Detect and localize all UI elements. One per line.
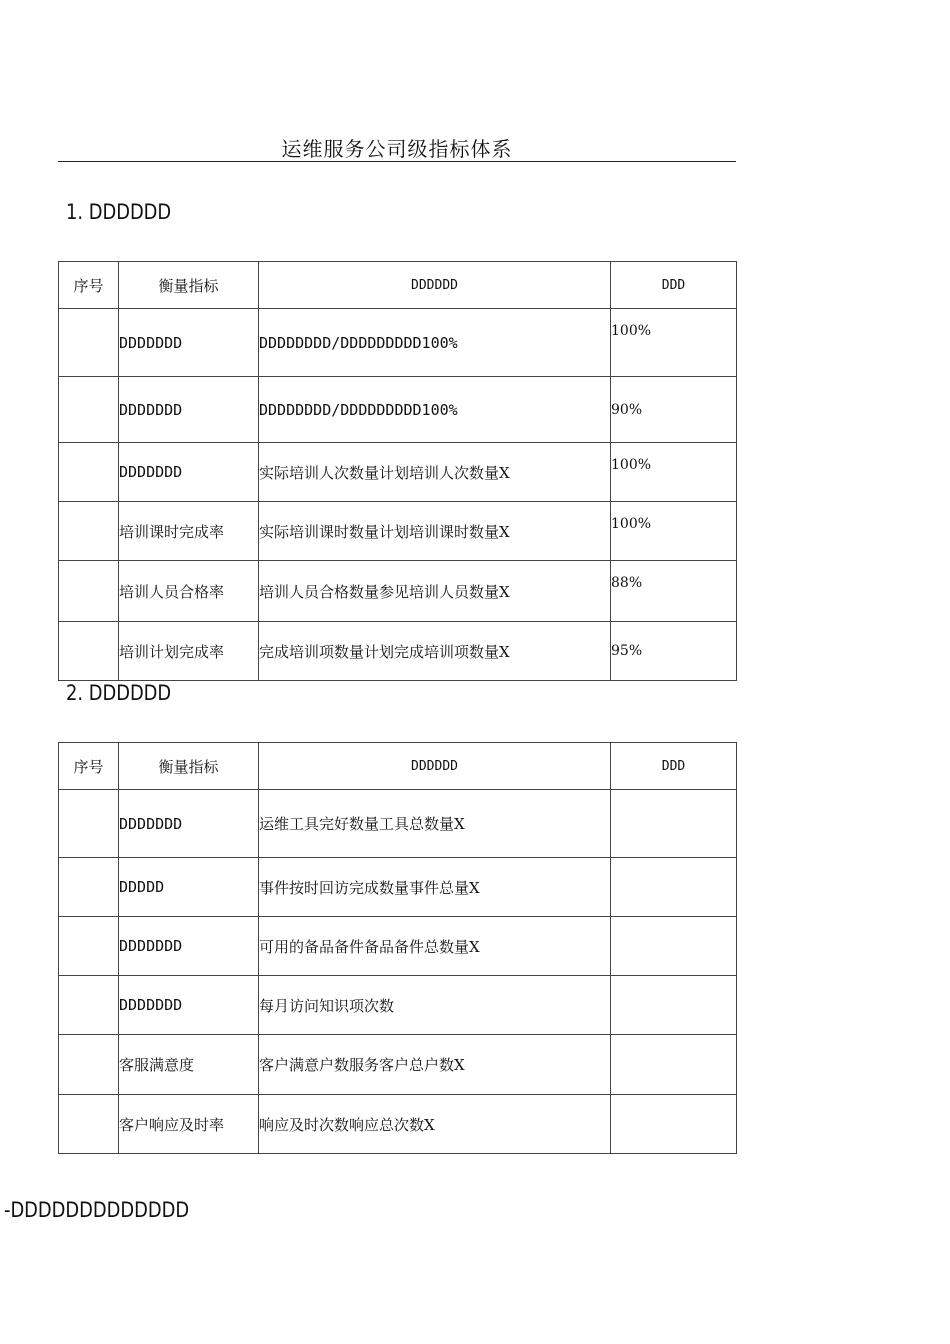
formula-cell: 完成培训项数量计划完成培训项数量X (259, 622, 611, 681)
target-cell (611, 1035, 737, 1095)
target-cell: 100% (611, 502, 737, 561)
table-header-row (59, 262, 737, 309)
formula-cell: DDDDDDDD/DDDDDDDDD100% (259, 377, 611, 443)
formula-cell: 运维工具完好数量工具总数量X (259, 790, 611, 858)
row-index-cell (59, 976, 119, 1035)
header-target: DDD (611, 262, 737, 309)
metric-name-cell: 培训人员合格率 (119, 561, 259, 622)
metric-name-cell: 客服满意度 (119, 1035, 259, 1095)
header-target: DDD (611, 743, 737, 790)
header-formula: DDDDDD (259, 262, 611, 309)
row-index-cell (59, 502, 119, 561)
table-row (59, 976, 737, 1035)
target-cell (611, 1095, 737, 1154)
metric-name-cell: DDDDD (119, 858, 259, 917)
header-metric: 衡量指标 (119, 262, 259, 309)
table-row (59, 1095, 737, 1154)
target-cell: 100% (611, 309, 737, 377)
table-row (59, 309, 737, 377)
row-index-cell (59, 561, 119, 622)
formula-cell: 客户满意户数服务客户总户数X (259, 1035, 611, 1095)
metrics-table-2 (58, 742, 737, 1154)
target-cell: 95% (611, 622, 737, 681)
header-formula: DDDDDD (259, 743, 611, 790)
row-index-cell (59, 917, 119, 976)
formula-cell: 每月访问知识项次数 (259, 976, 611, 1035)
row-index-cell (59, 1035, 119, 1095)
row-index-cell (59, 377, 119, 443)
table-row (59, 917, 737, 976)
metric-name-cell: DDDDDDD (119, 917, 259, 976)
section-heading-1: 1. DDDDDD (66, 200, 172, 224)
formula-cell: 实际培训课时数量计划培训课时数量X (259, 502, 611, 561)
metric-name-cell: 培训课时完成率 (119, 502, 259, 561)
metric-name-cell: DDDDDDD (119, 377, 259, 443)
metric-name-cell: 培训计划完成率 (119, 622, 259, 681)
row-index-cell (59, 622, 119, 681)
table-row (59, 377, 737, 443)
document-title: 运维服务公司级指标体系 (58, 136, 736, 162)
table-row (59, 622, 737, 681)
metric-name-cell: 客户响应及时率 (119, 1095, 259, 1154)
target-cell (611, 790, 737, 858)
target-cell: 90% (611, 377, 737, 443)
formula-cell: 实际培训人次数量计划培训人次数量X (259, 443, 611, 502)
table-row (59, 561, 737, 622)
row-index-cell (59, 790, 119, 858)
metric-name-cell: DDDDDDD (119, 976, 259, 1035)
table-row (59, 443, 737, 502)
formula-cell: 事件按时回访完成数量事件总量X (259, 858, 611, 917)
metric-name-cell: DDDDDDD (119, 443, 259, 502)
header-index: 序号 (59, 743, 119, 790)
metric-name-cell: DDDDDDD (119, 309, 259, 377)
row-index-cell (59, 1095, 119, 1154)
target-cell: 100% (611, 443, 737, 502)
target-cell (611, 976, 737, 1035)
formula-cell: 培训人员合格数量参见培训人员数量X (259, 561, 611, 622)
header-metric: 衡量指标 (119, 743, 259, 790)
target-cell: 88% (611, 561, 737, 622)
row-index-cell (59, 858, 119, 917)
table-header-row (59, 743, 737, 790)
metrics-table-1 (58, 261, 737, 681)
table-row (59, 790, 737, 858)
header-index: 序号 (59, 262, 119, 309)
row-index-cell (59, 443, 119, 502)
formula-cell: 响应及时次数响应总次数X (259, 1095, 611, 1154)
target-cell (611, 917, 737, 976)
target-cell (611, 858, 737, 917)
table-row (59, 858, 737, 917)
metric-name-cell: DDDDDDD (119, 790, 259, 858)
footer-note: -DDDDDDDDDDDDD (4, 1198, 190, 1222)
formula-cell: DDDDDDDD/DDDDDDDDD100% (259, 309, 611, 377)
row-index-cell (59, 309, 119, 377)
table-row (59, 502, 737, 561)
table-row (59, 1035, 737, 1095)
formula-cell: 可用的备品备件备品备件总数量X (259, 917, 611, 976)
section-heading-2: 2. DDDDDD (66, 681, 172, 705)
